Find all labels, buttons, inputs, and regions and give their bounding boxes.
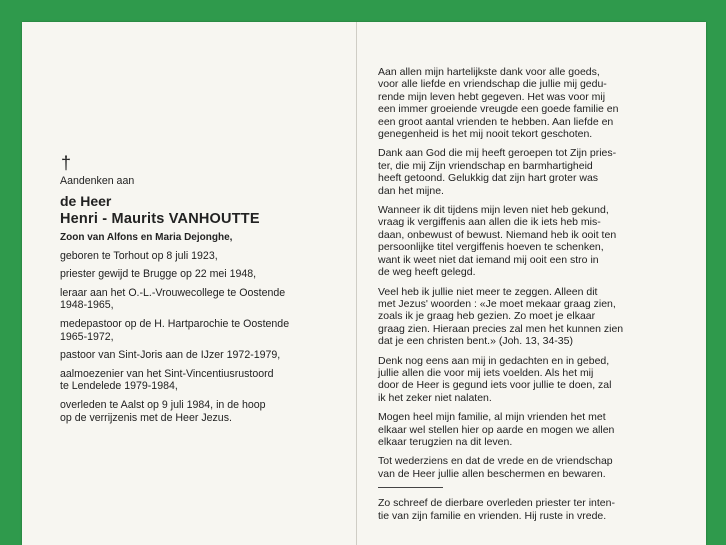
text-line: leraar aan het O.-L.-Vrouwecollege te Oostende xyxy=(60,286,286,299)
text-line: voor alle liefde en vriendschap die jullie mij gedu- xyxy=(378,78,607,91)
text-line: Veel heb ik jullie niet meer te zeggen. Alleen dit xyxy=(378,285,598,298)
bio-entry xyxy=(60,287,350,312)
left-panel xyxy=(60,154,350,424)
card-fold xyxy=(356,22,357,545)
cross-icon: † xyxy=(61,153,72,173)
heer-title: de Heer xyxy=(60,192,112,209)
text-line: want ik weet niet dat iemand mij ooit een stro in xyxy=(378,253,599,266)
bio-entry xyxy=(60,250,350,263)
text-line: medepastoor op de H. Hartparochie te Oostende xyxy=(60,317,290,330)
text-line: jullie allen die voor mij iets voelden. Als het mij xyxy=(378,366,594,379)
text-line: 1965-1972, xyxy=(60,330,114,343)
text-line: Zo schreef de dierbare overleden priester ter inten- xyxy=(378,497,615,510)
text-line: zoals ik je graag heb gezien. Zo moet je elkaar xyxy=(378,310,596,323)
text-line: elkaar terugzien na dit leven. xyxy=(378,435,513,448)
text-line: een immer groeiende vreugde een goede familie en xyxy=(378,103,619,116)
text-line: te Lendelede 1979-1984, xyxy=(60,380,178,393)
right-panel xyxy=(378,66,691,529)
text-line: geboren te Torhout op 8 juli 1923, xyxy=(60,249,218,262)
text-line: pastoor van Sint-Joris aan de IJzer 1972-1979, xyxy=(60,349,281,362)
text-line: daan, onbewust of bewust. Niemand heb ik ooit ten xyxy=(378,228,617,241)
text-line: ter, die mij Zijn vriendschap en barmhartigheid xyxy=(378,159,593,172)
text-line: elkaar wel stellen hier op aarde en mogen we allen xyxy=(378,423,615,436)
text-line: Dank aan God die mij heeft geroepen tot Zijn pries- xyxy=(378,147,617,160)
aandenken-text: Aandenken aan xyxy=(60,175,135,187)
bio-entry xyxy=(60,349,350,362)
text-line: dan het mijne. xyxy=(378,184,444,197)
deceased-name: Henri - Maurits VANHOUTTE xyxy=(60,210,260,227)
message-paragraph xyxy=(378,66,691,140)
bio-entry xyxy=(60,318,350,343)
text-line: op de verrijzenis met de Heer Jezus. xyxy=(60,411,232,424)
text-line: ik het zeker niet nalaten. xyxy=(378,391,492,404)
divider xyxy=(378,487,443,488)
text-line: vraag ik vergiffenis aan allen die ik iets heb mis- xyxy=(378,216,601,229)
text-line: de weg heeft gelegd. xyxy=(378,266,476,279)
bio-entry xyxy=(60,368,350,393)
memorial-card xyxy=(22,22,706,545)
message-paragraph xyxy=(378,204,691,278)
parents-line: Zoon van Alfons en Maria Dejonghe, xyxy=(60,231,233,243)
text-line: een groot aantal vrienden te hebben. Aan liefde en xyxy=(378,115,614,128)
message-paragraph xyxy=(378,455,691,480)
bio-entry xyxy=(60,268,350,281)
text-line: tie van zijn familie en vrienden. Hij ruste in vrede. xyxy=(378,509,607,522)
text-line: Denk nog eens aan mij in gedachten en in gebed, xyxy=(378,354,610,367)
text-line: overleden te Aalst op 9 juli 1984, in de hoop xyxy=(60,398,266,411)
text-line: Mogen heel mijn familie, al mijn vrienden het met xyxy=(378,411,606,424)
text-line: door de Heer is gegund iets voor jullie te doen, zal xyxy=(378,379,612,392)
text-line: dat je een christen bent.» (Joh. 13, 34-35) xyxy=(378,335,573,348)
closing-paragraph xyxy=(378,497,691,522)
text-line: heeft getoond. Gelukkig dat zijn hart groter was xyxy=(378,172,599,185)
text-line: met Jezus' woorden : «Je moet mekaar graag zien, xyxy=(378,297,616,310)
message-paragraphs xyxy=(378,66,691,480)
message-paragraph xyxy=(378,147,691,197)
text-line: Wanneer ik dit tijdens mijn leven niet heb gekund, xyxy=(378,204,609,217)
text-line: 1948-1965, xyxy=(60,299,114,312)
text-line: rende mijn leven hebt gegeven. Het was voor mij xyxy=(378,90,606,103)
text-line: priester gewijd te Brugge op 22 mei 1948, xyxy=(60,268,257,281)
text-line: Tot wederziens en dat de vrede en de vriendschap xyxy=(378,455,613,468)
text-line: aalmoezenier van het Sint-Vincentiusrustoord xyxy=(60,367,274,380)
biography xyxy=(60,250,350,425)
text-line: persoonlijke titel vergiffenis hoeven te schenken, xyxy=(378,241,604,254)
message-paragraph xyxy=(378,411,691,448)
message-paragraph xyxy=(378,355,691,405)
text-line: van de Heer jullie allen beschermen en bewaren. xyxy=(378,467,606,480)
message-paragraph xyxy=(378,286,691,348)
text-line: genegenheid is het mij nooit tekort geschoten. xyxy=(378,128,593,141)
text-line: graag zien. Hieraan precies zal men het kunnen zien xyxy=(378,322,624,335)
bio-entry xyxy=(60,399,350,424)
text-line: Aan allen mijn hartelijkste dank voor alle goeds, xyxy=(378,66,600,78)
